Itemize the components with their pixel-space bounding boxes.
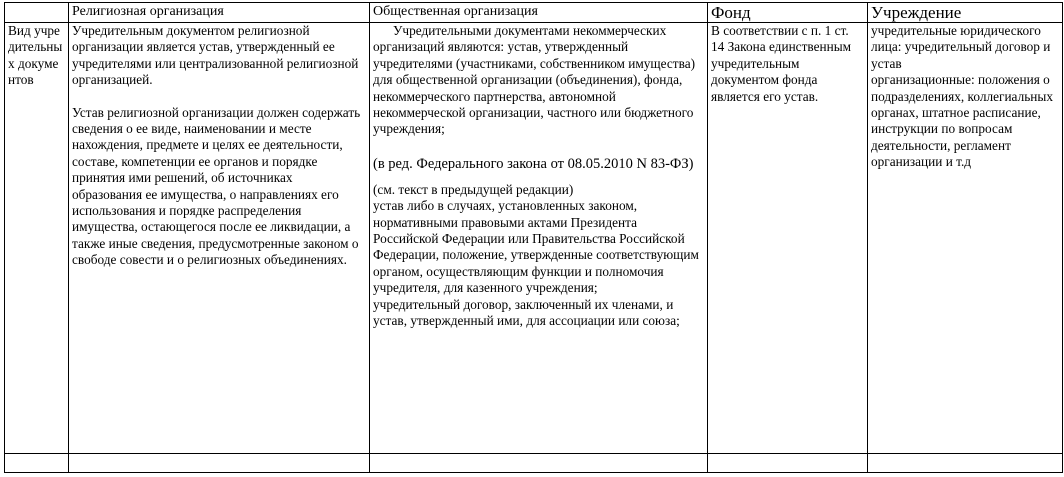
row-label-documents: Вид учредительных документов	[5, 23, 69, 454]
fund-paragraph-1: В соответствии с п. 1 ст. 14 Закона единственным учредительным документом фонда является его устав.	[711, 23, 852, 104]
public-paragraph-4: устав либо в случаях, установленных законом, нормативными правовыми актами Президента Российской Федерации или Правительства Российской Федерации, положение, утвержденные соответствующим органом, осуществляющим функции и полномочия учредителя, для казенного учреждения;	[373, 198, 699, 296]
tail-cell-5	[868, 454, 1063, 473]
religious-paragraph-1: Учредительным документом религиозной организации является устав, утвержденный ее учредителями или централизованной религиозной организацией.	[72, 23, 359, 88]
cell-public	[370, 23, 708, 454]
institution-paragraph-2: организационные: положения о подразделениях, коллегиальных органах, штатное расписание, инструкции по вопросам деятельности, регламент организации и т.д	[871, 72, 1053, 170]
cell-institution	[868, 23, 1063, 454]
religious-paragraph-2: Устав религиозной организации должен содержать сведения о ее виде, наименовании и месте нахождения, предмете и целях ее деятельности, составе, компетенции ее органов и порядке принятия ими решений, об источниках образования ее имущества, о направлениях его использования и порядке распределения имущества, остающегося после ее ликвидации, а также иные сведения, предусмотренные законом о свободе совести и о религиозных объединениях.	[72, 104, 361, 268]
public-paragraph-1: Учредительными документами некоммерческих организаций являются: устав, утвержденный учредителями (участниками, собственником имущества) для общественной организации (объединения), фонда, некоммерческого партнерства, автономной некоммерческой организации, частного или бюджетного учреждения;	[373, 23, 696, 137]
cell-fund	[708, 23, 868, 454]
public-paragraph-2: (в ред. Федерального закона от 08.05.2010 N 83-ФЗ)	[373, 155, 694, 172]
tail-cell-2	[69, 454, 370, 473]
header-fund: Фонд	[708, 3, 868, 23]
header-religious: Религиозная организация	[69, 3, 370, 23]
header-row	[5, 3, 1063, 23]
comparison-table	[4, 2, 1063, 473]
tail-cell-3	[370, 454, 708, 473]
public-paragraph-3: (см. текст в предыдущей редакции)	[373, 181, 574, 197]
tail-cell-4	[708, 454, 868, 473]
header-public: Общественная организация	[370, 3, 708, 23]
header-institution: Учреждение	[868, 3, 1063, 23]
tail-cell-1	[5, 454, 69, 473]
institution-paragraph-1: учредительные юридического лица: учредительный договор и устав	[871, 23, 1051, 71]
next-row-partial	[5, 454, 1063, 473]
header-empty	[5, 3, 69, 23]
documents-row	[5, 23, 1063, 454]
public-paragraph-5: учредительный договор, заключенный их членами, и устав, утвержденный ими, для ассоциации или союза;	[373, 296, 680, 329]
cell-religious	[69, 23, 370, 454]
